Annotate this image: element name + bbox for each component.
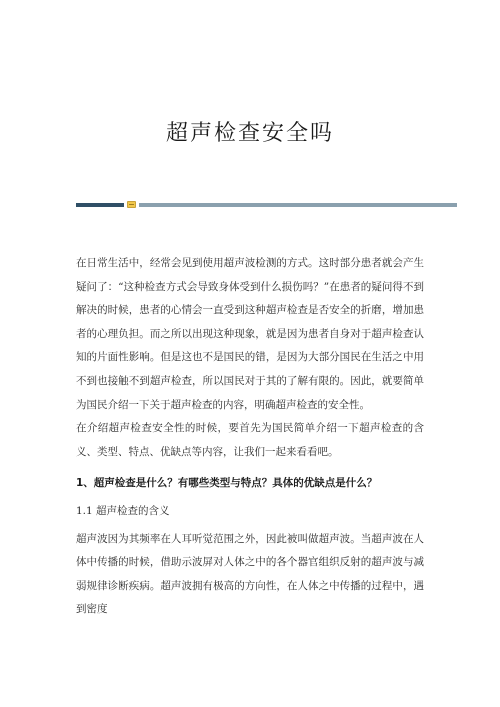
document-title: 超声检查安全吗 [165, 121, 334, 146]
book-icon [127, 201, 136, 208]
section-heading: 1、超声检查是什么？有哪些类型与特点？具体的优缺点是什么？ [76, 477, 378, 490]
intro-paragraph-2: 在介绍超声检查安全性的时候，要首先为国民简单介绍一下超声检查的含义、类型、特点、优缺点等内容，让我们一起来看看吧。 [76, 422, 424, 458]
subsection-heading: 1.1 超声检查的含义 [76, 504, 170, 517]
document-body [76, 252, 424, 622]
title-divider-left [76, 203, 124, 207]
subsection-paragraph: 超声波因为其频率在人耳听觉范围之外，因此被叫做超声波。当超声波在人体中传播的时候，借助示波屏对人体之中的各个器官组织反射的超声波与减弱规律诊断疾病。超声波拥有极高的方向性，在人体之中传播的过程中，遇到密度 [76, 532, 424, 616]
intro-paragraph: 在日常生活中，经常会见到使用超声波检测的方式。这时部分患者就会产生疑问了：“这种检查方式会导致身体受到什么损伤吗？”在患者的疑问得不到解决的时候，患者的心情会一直受到这种超声检查是否安全的折磨，增加患者的心理负担。而之所以出现这种现象，就是因为患者自身对于超声检查认知的片面性影响。但是这也不是国民的错，是因为大部分国民在生活之中用不到也接触不到超声检查，所以国民对于其的了解有限的。因此，就要简单为国民介绍一下关于超声检查的内容，明确超声检查的安全性。 [76, 257, 424, 411]
title-divider-right [139, 203, 457, 207]
